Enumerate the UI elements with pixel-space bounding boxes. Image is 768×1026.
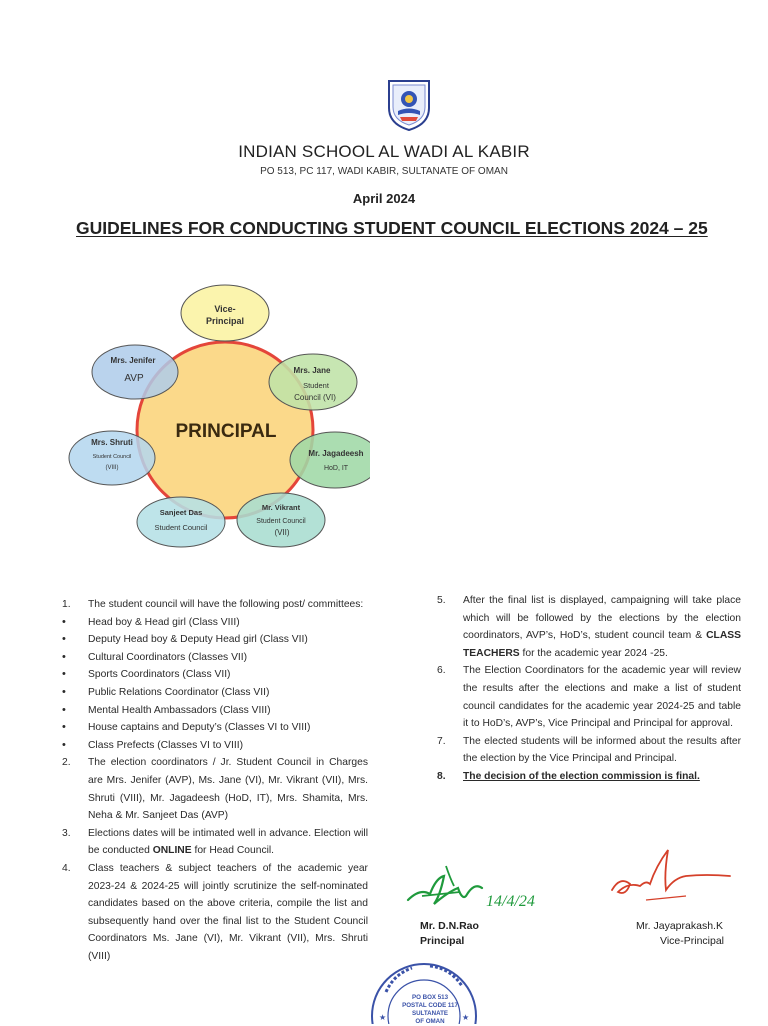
bullet-icon: • <box>62 633 66 646</box>
node-mrs-shruti <box>69 431 155 485</box>
node-mrs-shruti-name: Mrs. Shruti <box>91 438 133 447</box>
guideline-item-5-text-b: for the academic year 2024 -25. <box>519 647 668 659</box>
node-mr-jagadeesh-role: HoD, IT <box>323 465 349 472</box>
stamp-line-3: SULTANATE <box>411 1010 449 1017</box>
bullet-icon: • <box>62 685 66 698</box>
stamp-line-2: POSTAL CODE 117 <box>402 1002 458 1009</box>
bullet-text: Cultural Coordinators (Classes VII) <box>88 651 248 663</box>
list-item <box>62 737 368 755</box>
vice-principal-name: Mr. Jayaprakash.K <box>636 920 723 932</box>
item-number: 3. <box>62 827 71 839</box>
svg-text:★: ★ <box>379 1013 387 1022</box>
bullet-icon: • <box>62 668 66 681</box>
signature-handwritten-date: 14/4/24 <box>486 893 535 910</box>
list-item <box>62 631 368 649</box>
node-mrs-jane <box>269 354 357 410</box>
item-number: 8. <box>437 770 446 782</box>
bullet-text: Mental Health Ambassadors (Class VIII) <box>88 704 271 716</box>
item-number: 6. <box>437 665 446 677</box>
guideline-item-3-text-b: for Head Council. <box>191 845 275 857</box>
item-number: 1. <box>62 599 71 610</box>
bullet-icon: • <box>62 615 66 628</box>
guideline-item-8 <box>437 768 741 786</box>
principal-label: PRINCIPAL <box>175 421 277 442</box>
item-number: 4. <box>62 862 71 874</box>
guideline-item-4 <box>62 860 368 966</box>
node-mr-vikrant <box>237 493 325 547</box>
guideline-item-5-bold: CLASS TEACHERS <box>463 630 741 659</box>
bullet-text: Sports Coordinators (Class VII) <box>88 669 231 681</box>
node-mrs-jenifer-role: AVP <box>124 373 144 384</box>
bullet-icon: • <box>62 738 66 751</box>
list-item <box>62 614 368 632</box>
list-item <box>62 649 368 667</box>
list-item <box>62 719 368 737</box>
item-number: 5. <box>437 595 446 606</box>
node-mrs-shruti-role2: (VIII) <box>105 465 119 471</box>
guideline-item-5-text-a: After the final list is displayed, campaigning will take place which will be followed by the elections by the election coordinators, AVP’s, HoD’s, student council team & <box>463 595 741 642</box>
guideline-item-3-text-a: Elections dates will be intimated well in advance. Election will be conducted <box>88 827 368 857</box>
bullet-icon: • <box>62 650 66 663</box>
guideline-item-2-text: The election coordinators / Jr. Student Council in Charges are Mrs. Jenifer (AVP), Ms. Jane (VI), Mr. Vikrant (VII), Mrs. Shruti (VIII), Mr. Jagadeesh (HoD, IT), Mrs. Shamita, Mrs. Neha & Mr. Sanjeet Das (AVP) <box>88 757 368 822</box>
document-date: April 2024 <box>352 191 416 206</box>
guideline-item-5 <box>437 592 741 662</box>
school-address: PO 513, PC 117, WADI KABIR, SULTANATE OF OMAN <box>260 166 508 177</box>
node-mr-vikrant-role: Student Council <box>256 518 306 525</box>
item-number: 2. <box>62 757 71 769</box>
node-sanjeet-das-role: Student Council <box>154 523 208 532</box>
guideline-item-3 <box>62 825 368 860</box>
guidelines-right-column <box>437 592 741 786</box>
guideline-item-7-text: The elected students will be informed about the results after the election by the Vice Principal and Principal. <box>463 735 741 765</box>
svg-text:★: ★ <box>462 1013 470 1022</box>
node-mrs-shruti-role: Student Council <box>92 454 132 460</box>
bullet-text: Deputy Head boy & Deputy Head girl (Class VII) <box>88 634 308 646</box>
node-mr-vikrant-name: Mr. Vikrant <box>261 503 301 512</box>
bullet-text: House captains and Deputy’s (Classes VI to VIII) <box>88 722 311 734</box>
document-title <box>76 218 766 239</box>
vice-principal-signature <box>606 846 736 906</box>
stamp-text <box>398 994 462 1026</box>
stamp-line-4: OF OMAN <box>415 1018 445 1025</box>
school-crest-logo <box>386 78 432 132</box>
guideline-item-3-bold: ONLINE <box>152 845 192 857</box>
document-title-text: GUIDELINES FOR CONDUCTING STUDENT COUNCIL ELECTIONS 2024 – 25 <box>76 218 708 238</box>
org-diagram <box>60 280 370 550</box>
node-mr-jagadeesh-name: Mr. Jagadeesh <box>308 449 364 458</box>
guideline-item-4-text: Class teachers & subject teachers of the academic year 2023-24 & 2024-25 will jointly scrutinize the self-nominated candidates based on the above criteria, compile the list and subsequently hand over the final list to the Student Council Coordinators Ms. Jane (VI), Mr. Vikrant (VII), Mrs. Shruti (VIII) <box>88 862 368 962</box>
school-name: INDIAN SCHOOL AL WADI AL KABIR <box>238 142 530 161</box>
node-mr-vikrant-role2: (VII) <box>274 528 290 537</box>
list-item <box>62 684 368 702</box>
stamp-line-1: PO BOX 513 <box>411 994 449 1001</box>
list-item <box>62 666 368 684</box>
node-mrs-jenifer-name: Mrs. Jenifer <box>110 356 156 365</box>
node-mrs-jane-name: Mrs. Jane <box>293 366 331 375</box>
bullet-icon: • <box>62 721 66 734</box>
item-number: 7. <box>437 735 446 747</box>
guideline-item-6 <box>437 662 741 732</box>
guideline-item-1 <box>62 596 368 614</box>
guideline-item-1-text: The student council will have the following post/ committees: <box>88 599 364 610</box>
principal-name: Mr. D.N.Rao <box>420 920 479 932</box>
node-sanjeet-das <box>137 497 225 547</box>
node-vice-principal <box>181 285 269 341</box>
bullet-icon: • <box>62 703 66 716</box>
principal-signature <box>400 848 550 918</box>
vice-principal-role: Vice-Principal <box>660 935 724 947</box>
node-mrs-jane-role: Student <box>303 381 329 390</box>
principal-role: Principal <box>420 935 465 947</box>
list-item <box>62 702 368 720</box>
bullet-text: Class Prefects (Classes VI to VIII) <box>88 739 244 751</box>
guideline-item-2 <box>62 754 368 824</box>
bullet-text: Public Relations Coordinator (Class VII) <box>88 686 270 698</box>
node-mr-jagadeesh <box>290 432 370 488</box>
node-sanjeet-das-name: Sanjeet Das <box>159 508 203 517</box>
guideline-item-6-text: The Election Coordinators for the academic year will review the results after the elections and make a list of student council candidates for the academic year 2024-25 and table it to HoD’s, AVP’s, Vice Principal and Principal for approval. <box>463 665 741 730</box>
node-mrs-jane-role2: Council (VI) <box>294 393 336 402</box>
guideline-item-7 <box>437 733 741 768</box>
bullet-text: Head boy & Head girl (Class VIII) <box>88 616 240 628</box>
node-mrs-jenifer <box>92 345 178 399</box>
node-vice-principal-name: Vice- <box>214 304 236 314</box>
guidelines-left-column <box>62 596 368 965</box>
guideline-item-8-text: The decision of the election commission is final. <box>463 770 700 782</box>
node-vice-principal-name2: Principal <box>205 316 245 326</box>
